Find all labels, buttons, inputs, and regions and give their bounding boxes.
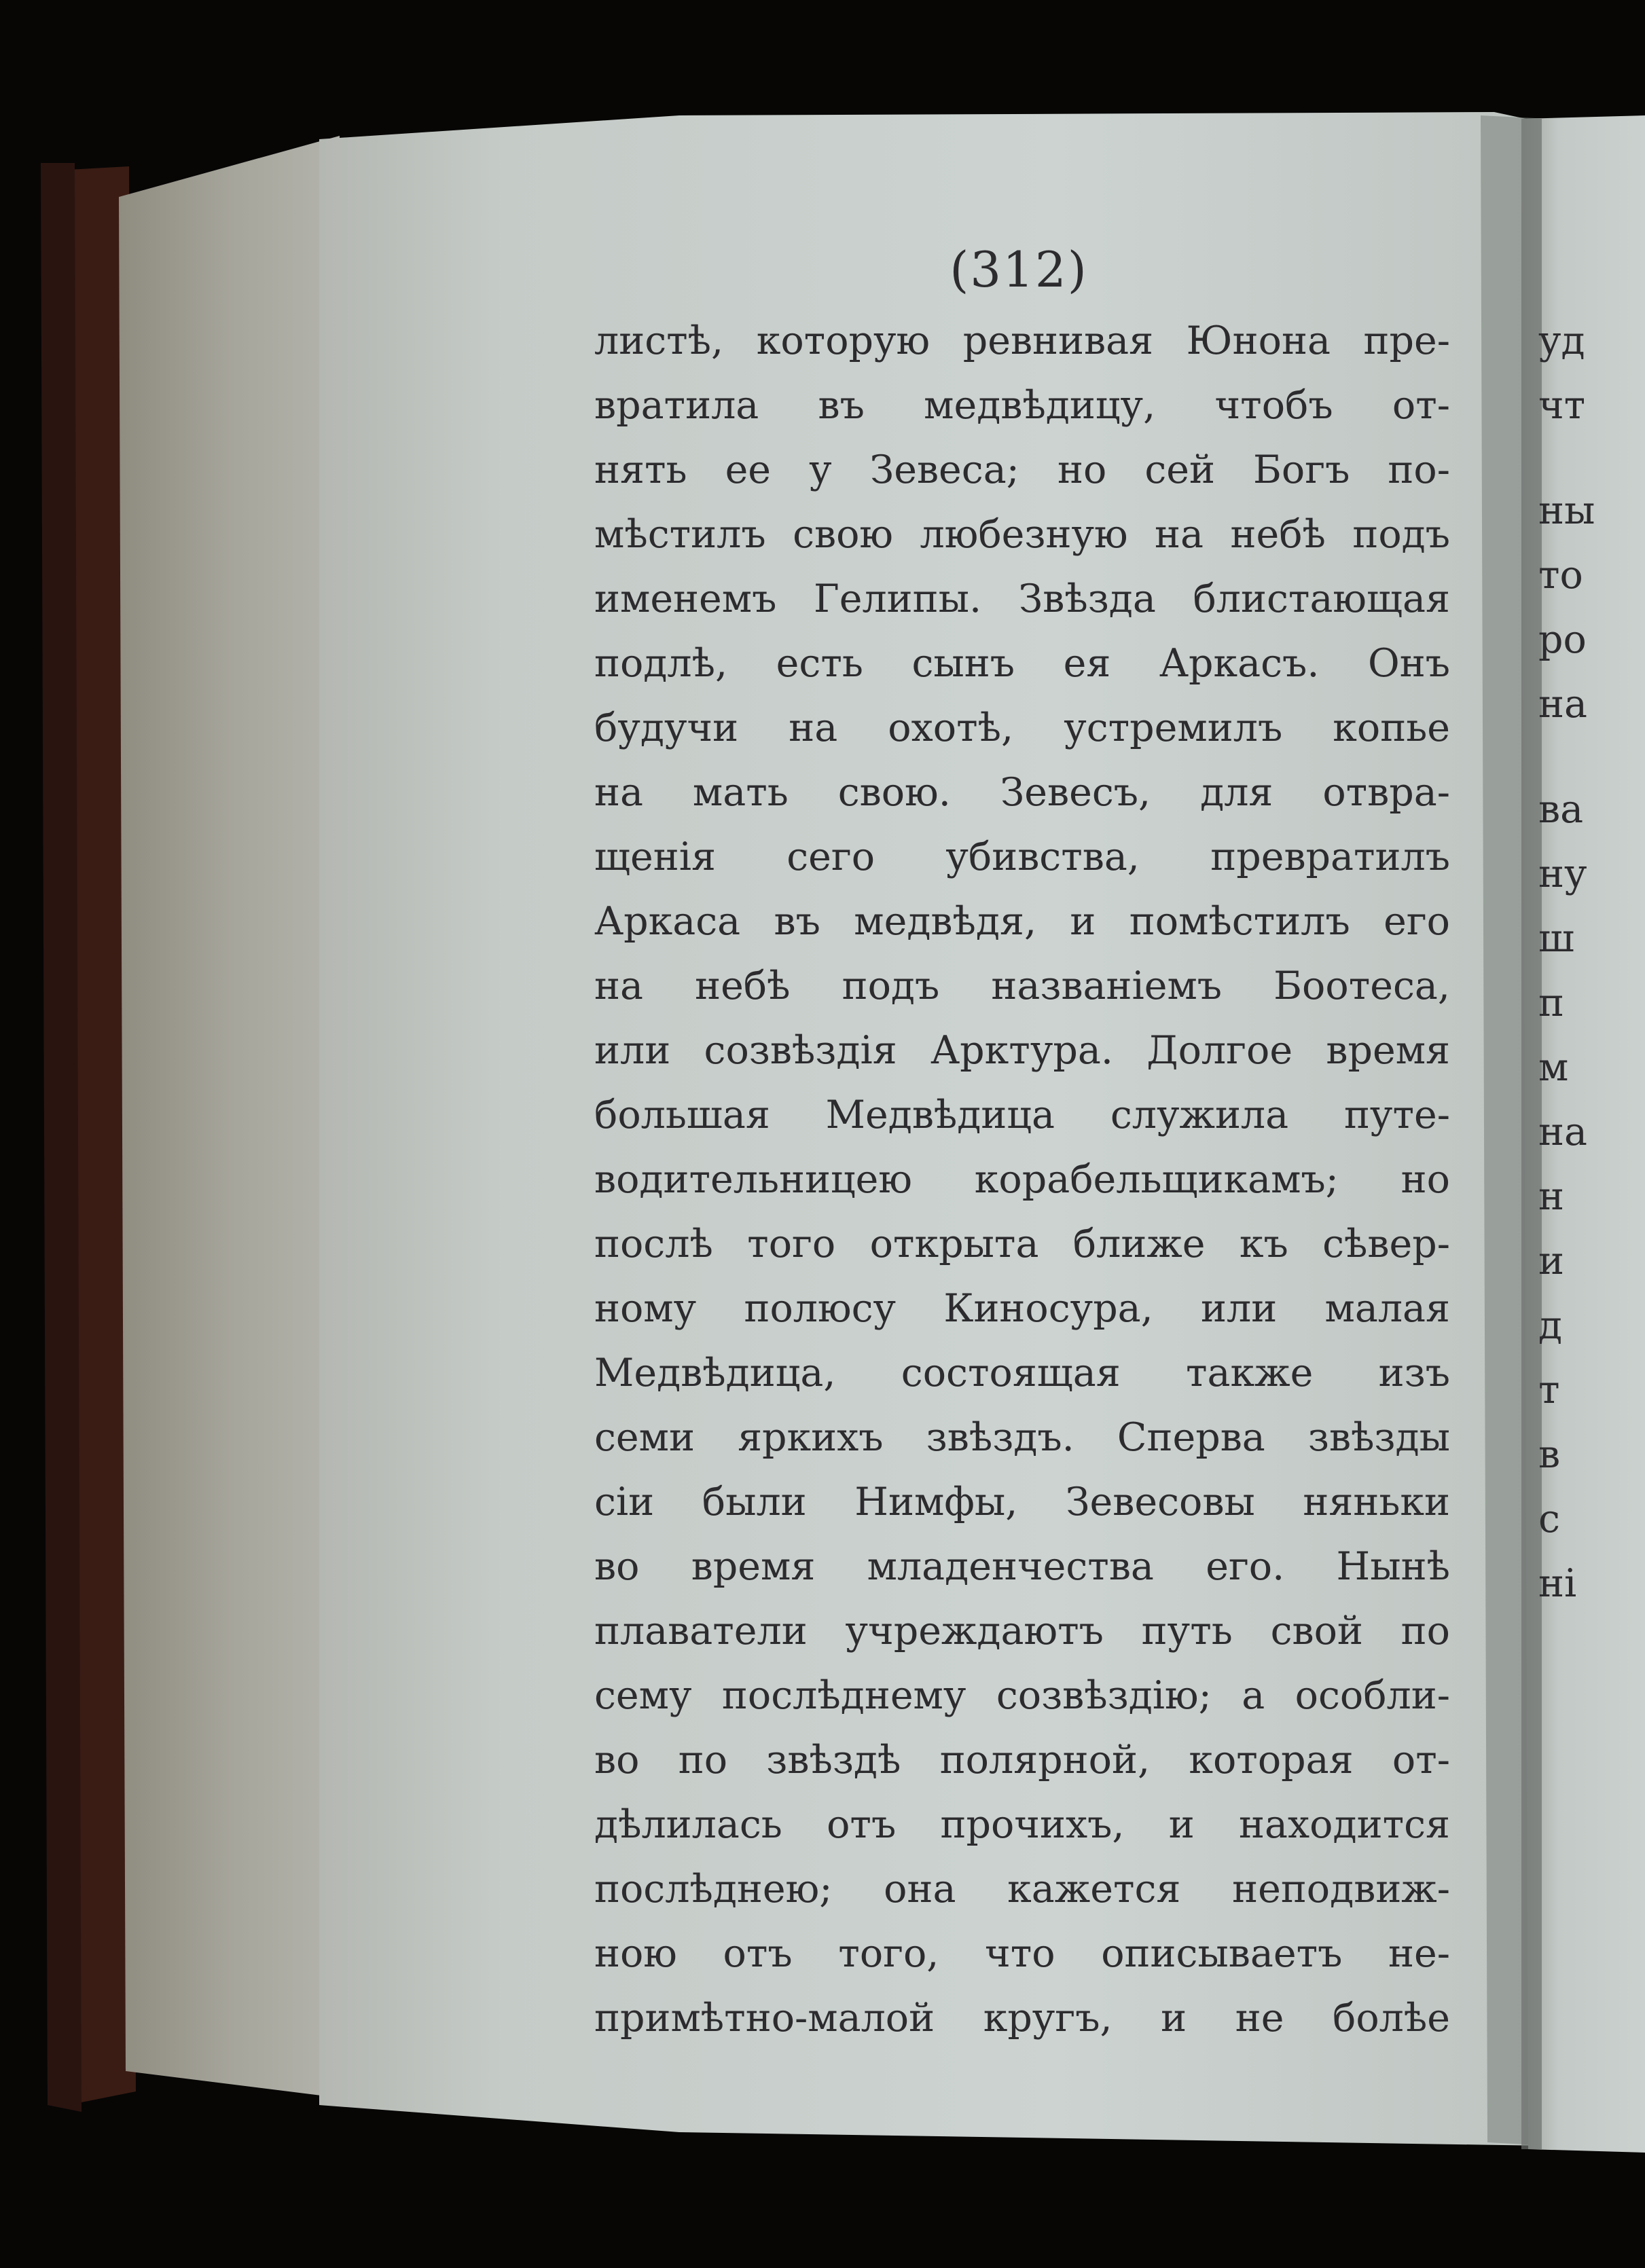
text-line: сему послѣднему созвѣздію; а особли- <box>594 1673 1450 1718</box>
facing-page-fragment: с <box>1538 1497 1560 1541</box>
text-line: послѣднею; она кажется неподвиж- <box>594 1867 1450 1912</box>
facing-page-fragment: ні <box>1538 1561 1577 1606</box>
text-line: сіи были Нимфы, Зевесовы няньки <box>594 1480 1450 1524</box>
facing-page-fragment: на <box>1538 1110 1587 1154</box>
text-line: или созвѣздія Арктура. Долгое время <box>594 1028 1450 1073</box>
text-line: именемъ Гелипы. Звѣзда блистающая <box>594 577 1450 621</box>
text-line: ному полюсу Киносура, или малая <box>594 1286 1450 1331</box>
facing-page-fragment: ну <box>1538 852 1587 896</box>
text-line: на мать свою. Зевесъ, для отвра- <box>594 770 1450 815</box>
text-line: большая Медвѣдица служила путе- <box>594 1093 1450 1137</box>
text-line: подлѣ, есть сынъ ея Аркасъ. Онъ <box>594 641 1450 686</box>
facing-page-fragment: ва <box>1538 787 1584 832</box>
facing-page-fragment: д <box>1538 1303 1563 1348</box>
page-edges <box>119 136 343 2098</box>
text-line: дѣлилась отъ прочихъ, и находится <box>594 1802 1450 1847</box>
text-line: щенія сего убивства, превратилъ <box>594 835 1450 879</box>
text-line: листѣ, которую ревнивая Юнона пре- <box>594 318 1450 363</box>
text-line: во по звѣздѣ полярной, которая от- <box>594 1738 1450 1782</box>
text-line: семи яркихъ звѣздъ. Сперва звѣзды <box>594 1415 1450 1460</box>
facing-page-fragment: н <box>1538 1174 1564 1219</box>
text-line: плаватели учреждаютъ путь свой по <box>594 1609 1450 1653</box>
text-line: мѣстилъ свою любезную на небѣ подъ <box>594 512 1450 557</box>
text-line: послѣ того открыта ближе къ сѣвер- <box>594 1222 1450 1266</box>
paragraph-gap <box>1538 737 1645 778</box>
text-line: вратила въ медвѣдицу, чтобъ от- <box>594 383 1450 428</box>
text-line: Медвѣдица, состоящая также изъ <box>594 1351 1450 1395</box>
text-line: водительницею корабельщикамъ; но <box>594 1157 1450 1202</box>
facing-page-fragment: т <box>1538 1368 1560 1412</box>
facing-page-fragments <box>1538 309 1645 1616</box>
text-line: будучи на охотѣ, устремилъ копье <box>594 706 1450 750</box>
facing-page-fragment: чт <box>1538 383 1586 428</box>
text-line: на небѣ подъ названіемъ Боотеса, <box>594 964 1450 1008</box>
text-line: нять ее у Зевеса; но сей Богъ по- <box>594 447 1450 492</box>
facing-page-fragment: на <box>1538 682 1587 727</box>
facing-page-fragment: м <box>1538 1045 1569 1090</box>
facing-page-fragment: ро <box>1538 617 1587 662</box>
page-body-text <box>594 309 1450 2051</box>
text-line: во время младенчества его. Нынѣ <box>594 1544 1450 1589</box>
page-number: (312) <box>950 241 1088 298</box>
facing-page-fragment: то <box>1538 553 1583 598</box>
facing-page-fragment: уд <box>1538 318 1585 363</box>
text-line: примѣтно-малой кругъ, и не болѣе <box>594 1996 1450 2041</box>
facing-page-fragment: ш <box>1538 916 1574 961</box>
text-line: Аркаса въ медвѣдя, и помѣстилъ его <box>594 899 1450 944</box>
paragraph-gap <box>1538 438 1645 479</box>
facing-page-fragment: и <box>1538 1239 1564 1283</box>
text-line: ною отъ того, что описываетъ не- <box>594 1931 1450 1976</box>
facing-page-fragment: ны <box>1538 488 1595 533</box>
facing-page-fragment: п <box>1538 981 1564 1025</box>
facing-page-fragment: в <box>1538 1432 1561 1477</box>
